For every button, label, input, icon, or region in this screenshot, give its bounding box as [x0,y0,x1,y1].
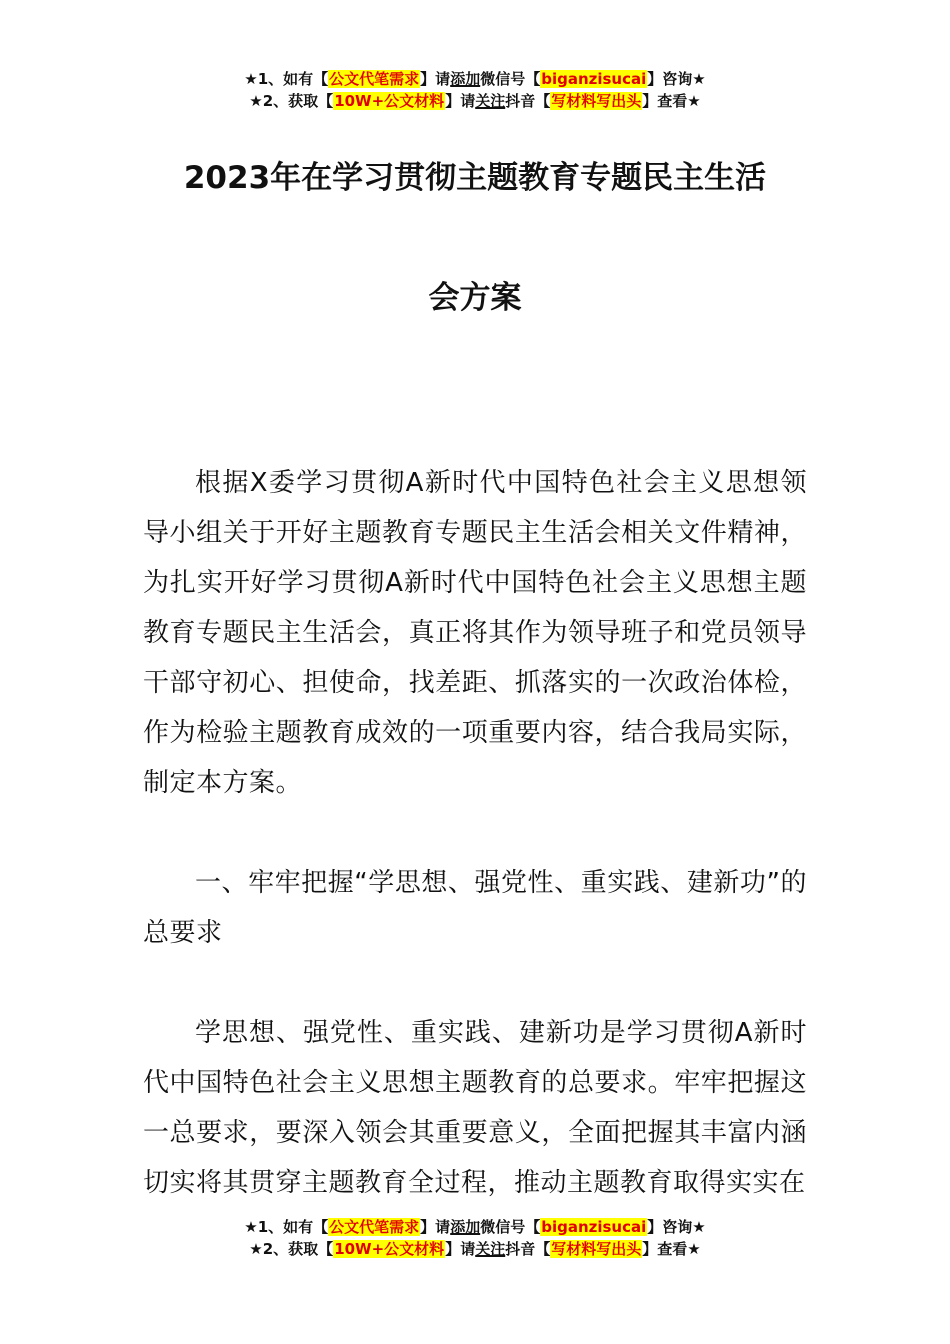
banner-highlight: 公文代笔需求 [329,1218,420,1236]
top-banner [0,68,950,112]
banner-text: 】查看★ [642,92,701,110]
banner-text: 】请 [445,1240,476,1258]
banner-text: ★2、获取【 [249,1240,334,1258]
banner-text: 微信号【 [480,1218,541,1236]
document-title-line-2: 会方案 [428,280,522,316]
banner-text: 】查看★ [642,1240,701,1258]
banner-underlined: 添加 [450,70,481,88]
banner-highlight: 10W+公文材料 [334,1240,445,1258]
body-paragraph: 学思想、强党性、重实践、建新功是学习贯彻A新时代中国特色社会主义思想主题教育的总要求。牢牢把握这一总要求，要深入领会其重要意义，全面把握其丰富内涵切实将其贯穿主题教育全过程，推动主题教育取得实实在 [143,1018,807,1198]
banner-underlined: 关注 [475,92,506,110]
banner-highlight: biganzisucai [541,70,647,88]
banner-text: 抖音【 [505,1240,551,1258]
banner-line-2 [0,90,950,112]
banner-text: ★1、如有【 [244,1218,329,1236]
banner-underlined: 关注 [475,1240,506,1258]
banner-text: 】请 [420,70,451,88]
document-title-line-1: 2023年在学习贯彻主题教育专题民主生活 [183,160,767,196]
banner-highlight: 写材料写出头 [551,1240,642,1258]
bottom-banner [0,1216,950,1260]
banner-text: 】咨询★ [647,70,706,88]
banner-text: 微信号【 [480,70,541,88]
banner-text: ★2、获取【 [249,92,334,110]
banner-text: 】请 [420,1218,451,1236]
section-heading: 一、牢牢把握“学思想、强党性、重实践、建新功”的总要求 [143,868,807,948]
banner-text: 】咨询★ [647,1218,706,1236]
banner-line-2 [0,1238,950,1260]
banner-text: ★1、如有【 [244,70,329,88]
banner-highlight: 写材料写出头 [551,92,642,110]
banner-highlight: 公文代笔需求 [329,70,420,88]
banner-line-1 [0,68,950,90]
banner-highlight: biganzisucai [541,1218,647,1236]
banner-text: 抖音【 [505,92,551,110]
banner-underlined: 添加 [450,1218,481,1236]
intro-paragraph: 根据X委学习贯彻A新时代中国特色社会主义思想领导小组关于开好主题教育专题民主生活会相关文件精神，为扎实开好学习贯彻A新时代中国特色社会主义思想主题教育专题民主生活会，真正将其作为领导班子和党员领导干部守初心、担使命，找差距、抓落实的一次政治体检，作为检验主题教育成效的一项重要内容，结合我局实际，制定本方案。 [143,468,807,798]
banner-line-1 [0,1216,950,1238]
banner-text: 】请 [445,92,476,110]
banner-highlight: 10W+公文材料 [334,92,445,110]
